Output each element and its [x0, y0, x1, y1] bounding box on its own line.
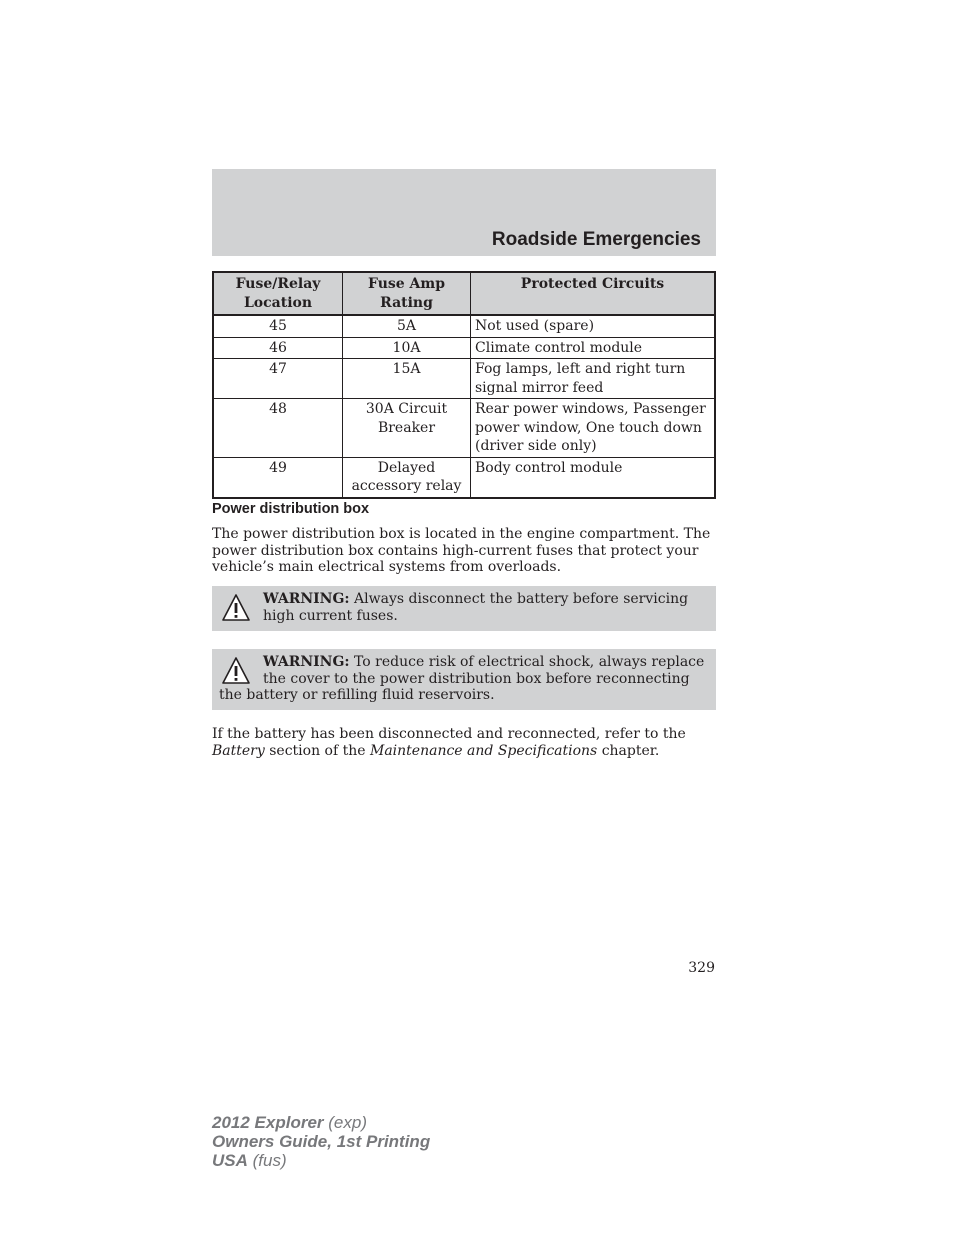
warning-label: WARNING: — [263, 591, 350, 607]
table-cell: 5A — [343, 315, 471, 337]
table-cell: Climate control module — [471, 337, 716, 359]
table-cell: Rear power windows, Passenger power window, One touch down (driver side only) — [471, 399, 716, 458]
footer-model-code: (exp) — [328, 1113, 367, 1132]
table-row — [213, 315, 715, 337]
footer-market: USA — [212, 1151, 248, 1170]
table-cell: 15A — [343, 359, 471, 399]
table-cell: Body control module — [471, 457, 716, 498]
table-cell: 47 — [213, 359, 343, 399]
intro-paragraph: The power distribution box is located in the engine compartment. The power distribution box contains high-current fuses that protect your vehicle’s main electrical systems from overloads. — [212, 526, 711, 576]
footer — [212, 1113, 430, 1170]
footer-guide: Owners Guide, 1st Printing — [212, 1132, 431, 1151]
closing-text: If the battery has been disconnected and reconnected, refer to the — [212, 726, 686, 742]
closing-text: section of the — [269, 742, 366, 759]
warning-box — [212, 649, 716, 710]
table-cell: Delayed accessory relay — [343, 457, 471, 498]
chapter-reference: Maintenance and Specifications — [370, 742, 598, 759]
table-cell: Not used (spare) — [471, 315, 716, 337]
header-band — [212, 169, 716, 256]
table-row — [213, 457, 715, 498]
table-row — [213, 359, 715, 399]
table-row — [213, 399, 715, 458]
warning-triangle-icon — [221, 593, 251, 623]
table-cell: 49 — [213, 457, 343, 498]
table-cell: 48 — [213, 399, 343, 458]
table-header-row — [213, 272, 715, 315]
page-number: 329 — [688, 960, 715, 976]
footer-market-code: (fus) — [252, 1151, 287, 1170]
section-heading: Power distribution box — [212, 501, 370, 517]
table-cell: 10A — [343, 337, 471, 359]
table-cell: 45 — [213, 315, 343, 337]
battery-reference: Battery — [212, 742, 265, 759]
closing-text: chapter. — [601, 742, 660, 759]
footer-model: 2012 Explorer — [212, 1113, 324, 1132]
table-cell: 30A Circuit Breaker — [343, 399, 471, 458]
section-title: Roadside Emergencies — [491, 229, 701, 250]
closing-paragraph — [212, 726, 716, 759]
column-header: Fuse/Relay Location — [213, 272, 343, 315]
table-cell: Fog lamps, left and right turn signal mirror feed — [471, 359, 716, 399]
table-cell: 46 — [213, 337, 343, 359]
fuse-table — [212, 271, 716, 499]
table-row — [213, 337, 715, 359]
column-header: Fuse Amp Rating — [343, 272, 471, 315]
warning-label: WARNING: — [263, 654, 350, 670]
warning-box — [212, 586, 716, 631]
warning-text: Always disconnect the battery before servicing high current fuses. — [263, 591, 689, 624]
column-header: Protected Circuits — [471, 272, 716, 315]
warning-text: To reduce risk of electrical shock, always replace the cover to the power distribution box before reconnecting the battery or refilling fluid reservoirs. — [219, 654, 705, 704]
warning-triangle-icon — [221, 656, 251, 686]
